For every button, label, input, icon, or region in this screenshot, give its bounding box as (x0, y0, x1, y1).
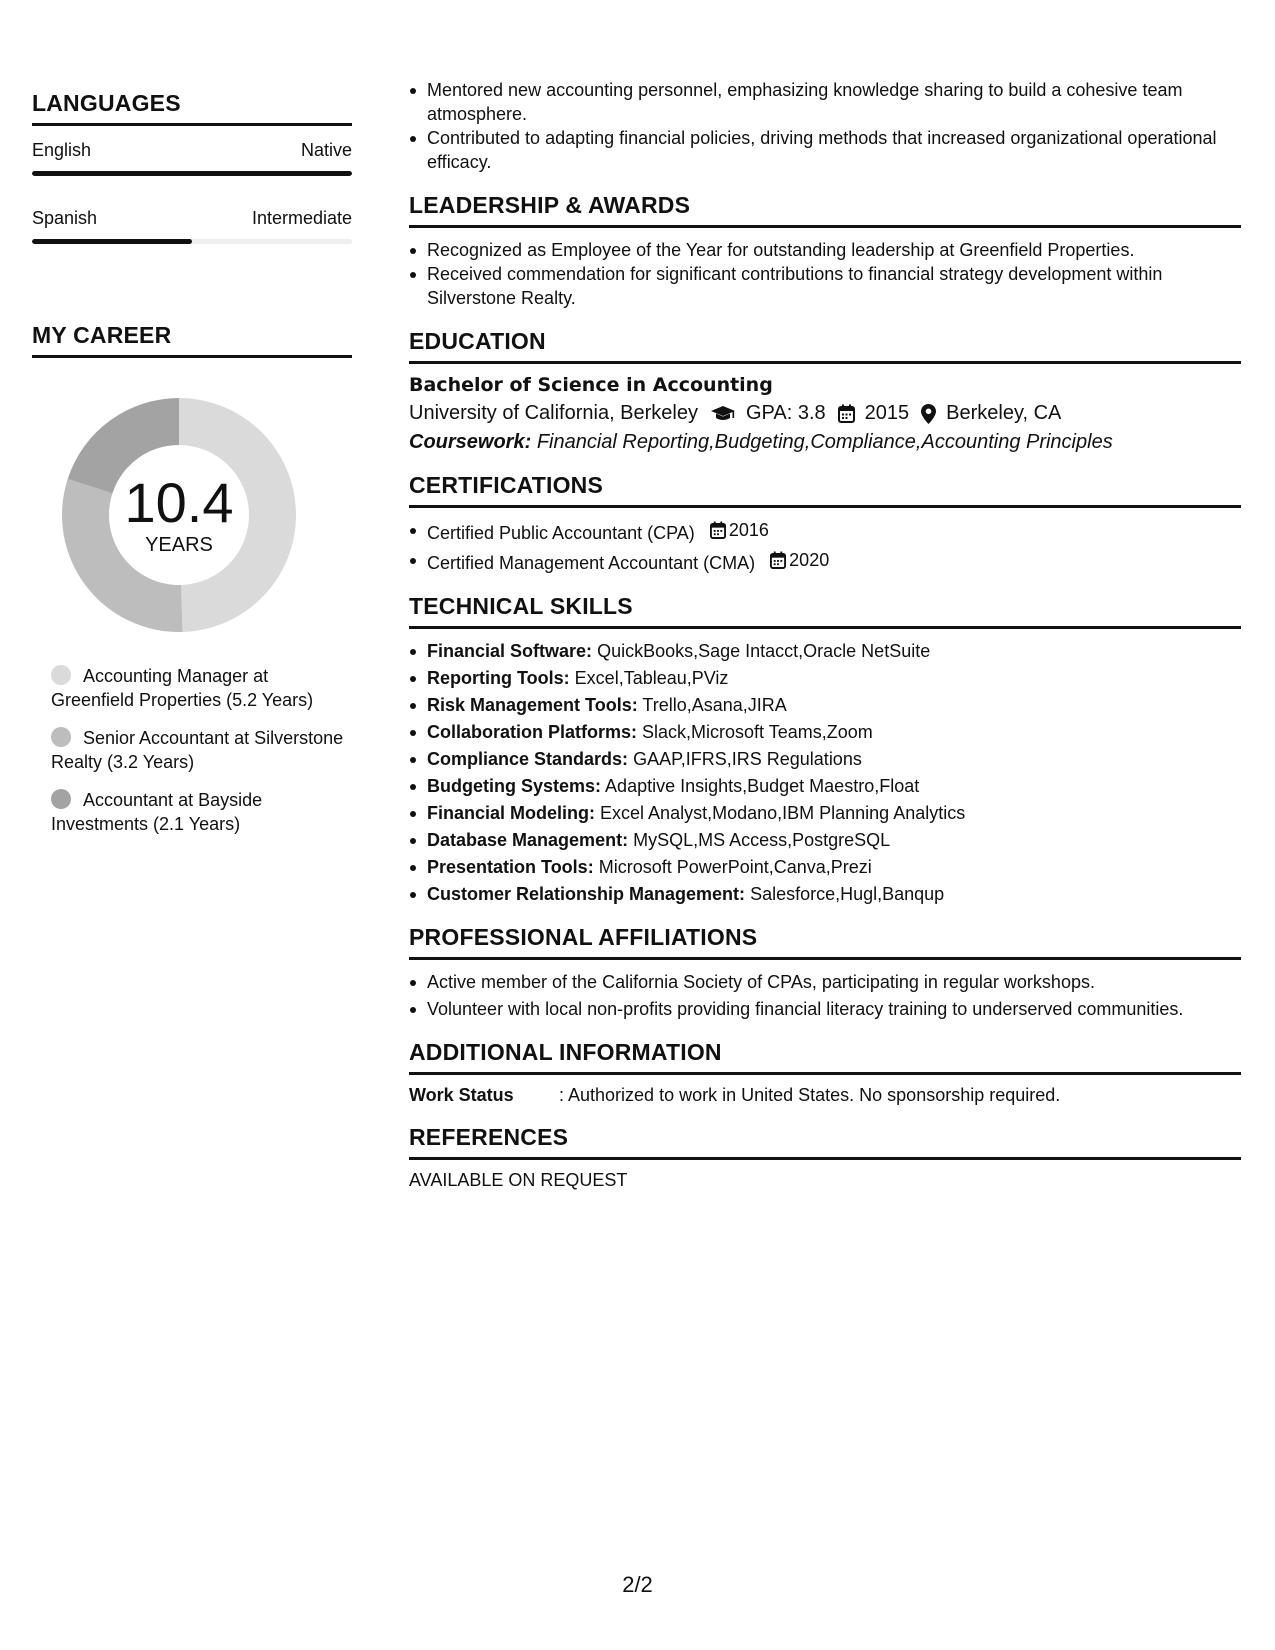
career-heading: MY CAREER (32, 322, 352, 358)
career-section (32, 322, 352, 836)
work-status-label: Work Status (409, 1085, 514, 1105)
education-gpa: GPA: 3.8 (746, 402, 826, 424)
skill-item (427, 774, 1241, 798)
legend-dot (51, 727, 71, 747)
education-school: University of California, Berkeley (409, 402, 698, 424)
skill-label: Presentation Tools: (427, 857, 594, 877)
language-item (32, 140, 352, 176)
skill-value: QuickBooks,Sage Intacct,Oracle NetSuite (597, 641, 931, 661)
skill-value: Slack,Microsoft Teams,Zoom (642, 722, 873, 742)
certification-year: 2016 (728, 520, 769, 540)
references-section (409, 1124, 1241, 1191)
affiliations-list (409, 970, 1241, 1021)
career-legend-item (51, 726, 352, 774)
language-item (32, 208, 352, 244)
certification-item (427, 548, 1241, 575)
skill-value: Salesforce,Hugl,Banqup (750, 884, 945, 904)
calendar-icon (710, 521, 726, 539)
skill-item (427, 720, 1241, 744)
list-item: Active member of the California Society of CPAs, participating in regular workshops. (427, 970, 1241, 994)
location-pin-icon (921, 404, 936, 424)
calendar-icon (770, 551, 786, 569)
additional-heading: ADDITIONAL INFORMATION (409, 1039, 1241, 1075)
skill-value: Microsoft PowerPoint,Canva,Prezi (598, 857, 872, 877)
skill-label: Budgeting Systems: (427, 776, 602, 796)
left-column (32, 90, 352, 850)
references-text: AVAILABLE ON REQUEST (409, 1170, 628, 1190)
skill-item (427, 666, 1241, 690)
language-level: Native (300, 140, 352, 160)
language-proficiency-bar (32, 239, 352, 244)
skill-label: Collaboration Platforms: (427, 722, 638, 742)
education-degree: Bachelor of Science in Accounting (409, 374, 773, 396)
list-item: Mentored new accounting personnel, emphasizing knowledge sharing to build a cohesive team atmosphere. (427, 78, 1241, 126)
skill-value: Excel Analyst,Modano,IBM Planning Analytics (600, 803, 966, 823)
leadership-heading: LEADERSHIP & AWARDS (409, 192, 1241, 228)
skill-label: Financial Software: (427, 641, 593, 661)
skills-heading: TECHNICAL SKILLS (409, 593, 1241, 629)
skills-list (409, 639, 1241, 906)
certifications-list (409, 518, 1241, 575)
education-details (409, 402, 1241, 425)
language-proficiency-bar (32, 171, 352, 176)
graduation-cap-icon (710, 405, 736, 423)
skill-item (427, 855, 1241, 879)
certification-year: 2020 (789, 550, 830, 570)
skill-label: Financial Modeling: (427, 803, 596, 823)
skill-item (427, 693, 1241, 717)
language-level: Intermediate (251, 208, 352, 228)
certification-name: Certified Public Accountant (CPA) (427, 523, 695, 543)
references-heading: REFERENCES (409, 1124, 1241, 1160)
language-name: English (32, 140, 92, 160)
skill-value: MySQL,MS Access,PostgreSQL (633, 830, 891, 850)
experience-bullets (409, 78, 1241, 174)
coursework-value: Financial Reporting,Budgeting,Compliance,Accounting Principles (536, 431, 1113, 453)
career-legend-item (51, 664, 352, 712)
work-status-value: : Authorized to work in United States. No sponsorship required. (559, 1085, 1061, 1105)
education-location: Berkeley, CA (946, 402, 1062, 424)
career-years-unit: YEARS (145, 533, 213, 556)
career-donut-chart (56, 392, 302, 638)
skill-label: Reporting Tools: (427, 668, 570, 688)
career-legend (51, 664, 352, 836)
list-item: Recognized as Employee of the Year for outstanding leadership at Greenfield Properties. (427, 238, 1241, 262)
certifications-section (409, 472, 1241, 575)
additional-section (409, 1039, 1241, 1106)
certifications-heading: CERTIFICATIONS (409, 472, 1241, 508)
skill-value: Trello,Asana,JIRA (642, 695, 787, 715)
page-number: 2/2 (622, 1572, 653, 1597)
career-legend-item (51, 788, 352, 836)
skill-label: Customer Relationship Management: (427, 884, 746, 904)
work-status-row (409, 1085, 1241, 1106)
certification-name: Certified Management Accountant (CMA) (427, 553, 756, 573)
language-proficiency-fill (32, 239, 192, 244)
education-section (409, 328, 1241, 454)
certification-item (427, 518, 1241, 545)
legend-dot (51, 665, 71, 685)
leadership-section (409, 192, 1241, 310)
language-proficiency-fill (32, 171, 352, 176)
affiliations-heading: PROFESSIONAL AFFILIATIONS (409, 924, 1241, 960)
skill-label: Database Management: (427, 830, 629, 850)
skill-item (427, 639, 1241, 663)
list-item: Contributed to adapting financial policies, driving methods that increased organizational operational efficacy. (427, 126, 1241, 174)
skill-item (427, 828, 1241, 852)
language-name: Spanish (32, 208, 98, 228)
leadership-list (409, 238, 1241, 310)
education-heading: EDUCATION (409, 328, 1241, 364)
skill-item (427, 801, 1241, 825)
skill-value: Excel,Tableau,PViz (574, 668, 729, 688)
calendar-icon (838, 404, 855, 423)
legend-label: Accountant at Bayside Investments (2.1 Years) (51, 790, 263, 834)
languages-heading: LANGUAGES (32, 90, 352, 126)
skill-item (427, 747, 1241, 771)
right-column (409, 78, 1241, 1191)
skill-value: Adaptive Insights,Budget Maestro,Float (605, 776, 920, 796)
skill-item (427, 882, 1241, 906)
skill-value: GAAP,IFRS,IRS Regulations (633, 749, 862, 769)
list-item: Received commendation for significant contributions to financial strategy development within Silverstone Realty. (427, 262, 1241, 310)
skill-label: Compliance Standards: (427, 749, 629, 769)
legend-label: Accounting Manager at Greenfield Properties (5.2 Years) (51, 666, 314, 710)
affiliations-section (409, 924, 1241, 1021)
career-total-years: 10.4 (124, 470, 234, 534)
education-coursework (409, 431, 1241, 454)
skills-section (409, 593, 1241, 906)
education-year: 2015 (864, 402, 910, 424)
legend-dot (51, 789, 71, 809)
skill-label: Risk Management Tools: (427, 695, 638, 715)
coursework-label: Coursework: (409, 431, 532, 453)
legend-label: Senior Accountant at Silverstone Realty (3.2 Years) (51, 728, 344, 772)
list-item: Volunteer with local non-profits providing financial literacy training to underserved communities. (427, 997, 1241, 1021)
